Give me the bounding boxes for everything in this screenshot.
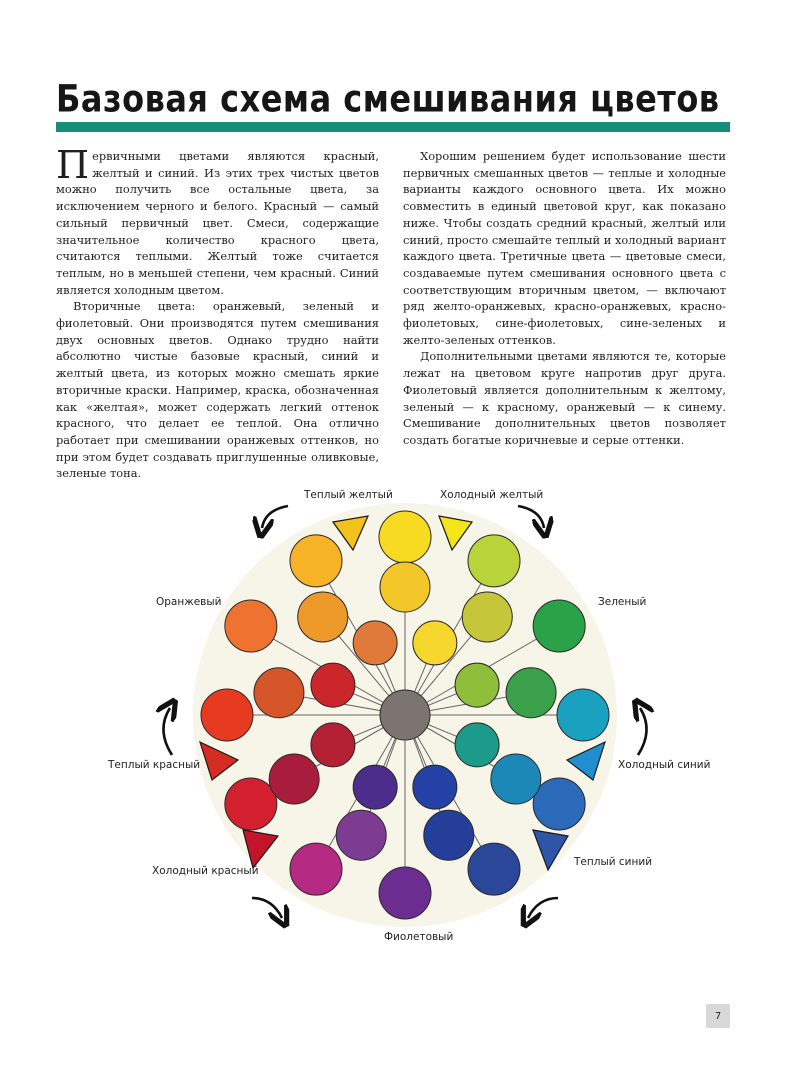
arrow-icon (518, 506, 544, 528)
outer-color-swatch (533, 600, 585, 652)
arrow-icon (638, 708, 647, 755)
inner-color-swatch (455, 723, 499, 767)
middle-color-swatch (380, 562, 430, 612)
label-green: Зеленый (598, 596, 647, 608)
outer-color-swatch (290, 535, 342, 587)
arrow-icon (252, 898, 282, 918)
outer-color-swatch (557, 689, 609, 741)
middle-color-swatch (269, 754, 319, 804)
right-paragraph-2: Дополнительными цветами являются те, которые лежат на цветовом круге напротив друг друга. Фиолетовый является дополнительным к желтому, зеленый — к красному, оранжевый — к синему. Смешивание дополнительных цветов позволяет создать богатые коричневые и серые оттенки. (403, 349, 726, 447)
middle-color-swatch (254, 668, 304, 718)
inner-color-swatch (353, 765, 397, 809)
arrow-icon (528, 898, 558, 918)
outer-color-swatch (468, 535, 520, 587)
label-orange: Оранжевый (156, 596, 222, 608)
middle-color-swatch (336, 810, 386, 860)
inner-color-swatch (311, 723, 355, 767)
middle-color-swatch (424, 810, 474, 860)
left-column (56, 143, 379, 482)
arrow-icon (163, 708, 172, 755)
center-color-swatch (380, 690, 430, 740)
outer-color-swatch (379, 511, 431, 563)
inner-color-swatch (455, 663, 499, 707)
outer-color-swatch (225, 600, 277, 652)
middle-color-swatch (462, 592, 512, 642)
page-number: 7 (706, 1004, 730, 1028)
outer-color-swatch (533, 778, 585, 830)
inner-color-swatch (353, 621, 397, 665)
left-paragraph-1-text: ервичными цветами являются красный, желтый и синий. Из этих трех чистых цветов можно получить все остальные цвета, за исключением черного и белого. Красный — самый сильный первичный цвет. Смеси, содержащие значительное количество красного цвета, считаются теплыми. Желтый тоже считается теплым, но в меньшей степени, чем красный. Синий является холодным цветом. (56, 149, 379, 297)
label-violet: Фиолетовый (384, 931, 454, 943)
inner-color-swatch (413, 621, 457, 665)
outer-color-swatch (290, 843, 342, 895)
inner-color-swatch (413, 765, 457, 809)
middle-color-swatch (298, 592, 348, 642)
drop-cap: П (56, 143, 90, 187)
label-cool-blue: Холодный синий (618, 759, 711, 771)
left-paragraph-1 (56, 143, 379, 298)
color-wheel-diagram (0, 470, 804, 970)
label-warm-blue: Теплый синий (574, 856, 653, 868)
outer-color-swatch (468, 843, 520, 895)
outer-color-swatch (379, 867, 431, 919)
outer-color-swatch (225, 778, 277, 830)
label-cool-red: Холодный красный (152, 865, 259, 877)
right-column (403, 148, 726, 449)
title-rule (56, 122, 730, 132)
outer-color-swatch (201, 689, 253, 741)
label-warm-red: Теплый красный (108, 759, 201, 771)
middle-color-swatch (491, 754, 541, 804)
middle-color-swatch (506, 668, 556, 718)
label-warm-yellow: Теплый желтый (304, 489, 393, 501)
page-title: Базовая схема смешивания цветов (56, 76, 720, 121)
right-paragraph-1: Хорошим решением будет использование шести первичных смешанных цветов — теплые и холодные варианты каждого основного цвета. Их можно совместить в единый цветовой круг, как показано ниже. Чтобы создать средний красный, желтый или синий, просто смешайте теплый и холодный вариант каждого цвета. Третичные цвета — цветовые смеси, создаваемые путем смешивания основного цвета с соответствующим вторичным цветом, — включают ряд желто-оранжевых, красно-оранжевых, красно-фиолетовых, сине-фиолетовых, сине-зеленых и желто-зеленых оттенков. (403, 149, 726, 347)
inner-color-swatch (311, 663, 355, 707)
left-paragraph-2: Вторичные цвета: оранжевый, зеленый и фиолетовый. Они производятся путем смешивания двух основных цветов. Однако трудно найти абсолютно чистые базовые красный, синий и желтый цвета, из которых можно смешать яркие вторичные краски. Например, краска, обозначенная как «желтая», может содержать легкий оттенок красного, что делает ее теплой. Она отлично работает при смешивании оранжевых оттенков, но при этом будет создавать приглушенные оливковые, зеленые тона. (56, 299, 379, 481)
label-cool-yellow: Холодный желтый (440, 489, 544, 501)
arrow-icon (262, 506, 288, 528)
